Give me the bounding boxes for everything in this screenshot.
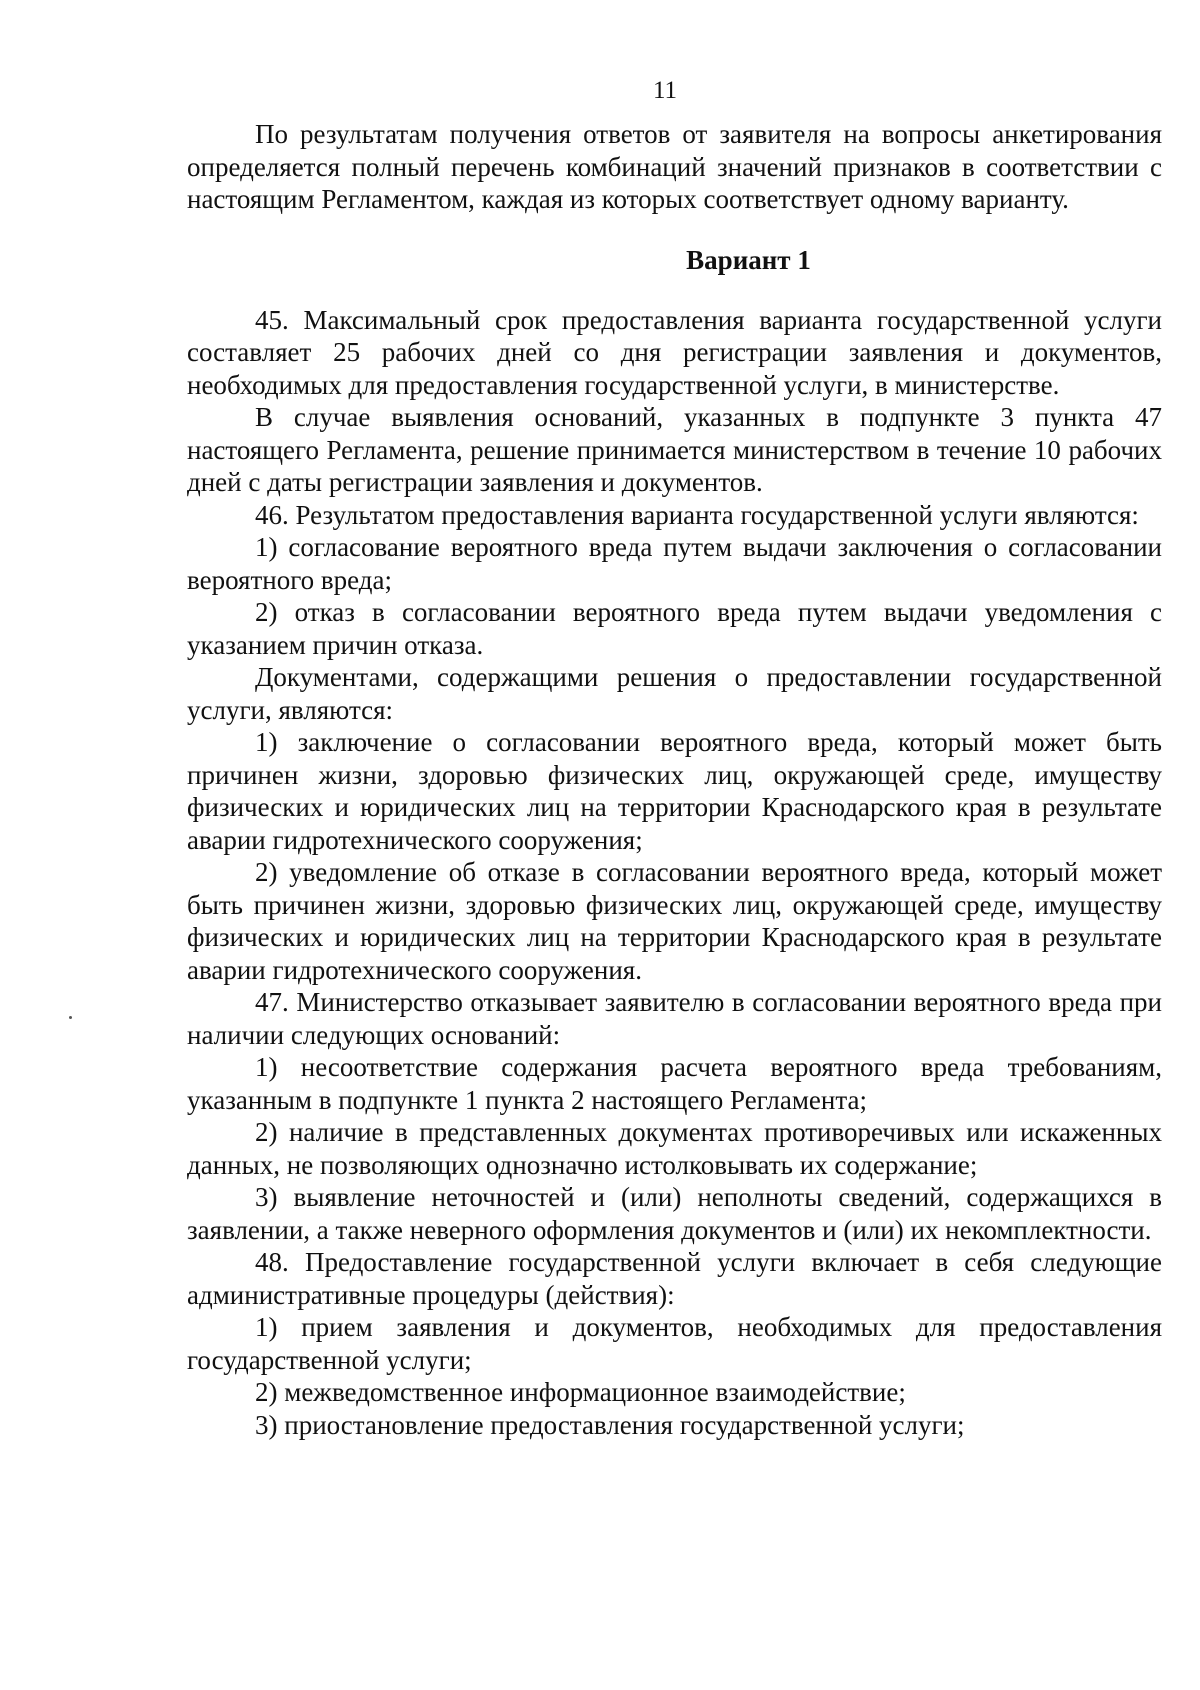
section-heading: Вариант 1 bbox=[686, 244, 811, 275]
list-item-46-1: 1) согласование вероятного вреда путем выдачи заключения о согласовании вероятного вреда; bbox=[187, 532, 1162, 595]
list-item-47-1: 1) несоответствие содержания расчета вероятного вреда требованиям, указанным в подпункте 1 пункта 2 настоящего Регламента; bbox=[187, 1052, 1162, 1115]
paragraph-45-exception: В случае выявления оснований, указанных в подпункте 3 пункта 47 настоящего Регламента, решение принимается министерством в течение 10 рабочих дней с даты регистрации заявления и документов. bbox=[187, 402, 1162, 497]
list-item-46-2: 2) отказ в согласовании вероятного вреда путем выдачи уведомления с указанием причин отказа. bbox=[187, 597, 1162, 660]
document-body bbox=[187, 118, 1162, 1441]
list-item-47-3: 3) выявление неточностей и (или) неполноты сведений, содержащихся в заявлении, а также неверного оформления документов и (или) их некомплектности. bbox=[187, 1182, 1162, 1245]
paragraph-documents: Документами, содержащими решения о предоставлении государственной услуги, являются: bbox=[187, 662, 1162, 725]
paragraph-45: 45. Максимальный срок предоставления варианта государственной услуги составляет 25 рабочих дней со дня регистрации заявления и документов, необходимых для предоставления государственной услуги, в министерстве. bbox=[187, 304, 1162, 400]
list-item-48-2: 2) межведомственное информационное взаимодействие; bbox=[255, 1377, 906, 1407]
list-item-47-2: 2) наличие в представленных документах противоречивых или искаженных данных, не позволяющих однозначно истолковывать их содержание; bbox=[187, 1117, 1162, 1180]
scan-artifact-dot bbox=[69, 1016, 72, 1019]
paragraph-46: 46. Результатом предоставления варианта государственной услуги являются: bbox=[255, 499, 1139, 530]
list-item-48-3: 3) приостановление предоставления государственной услуги; bbox=[255, 1409, 965, 1440]
list-item-documents-2: 2) уведомление об отказе в согласовании вероятного вреда, который может быть причинен жизни, здоровью физических лиц, окружающей среде, имуществу физических и юридических лиц на территории Краснодарского края в результате аварии гидротехнического сооружения. bbox=[187, 857, 1162, 985]
paragraph-48: 48. Предоставление государственной услуги включает в себя следующие административные процедуры (действия): bbox=[187, 1247, 1162, 1310]
list-item-documents-1: 1) заключение о согласовании вероятного вреда, который может быть причинен жизни, здоровью физических лиц, окружающей среде, имуществу физических и юридических лиц на территории Краснодарского края в результате аварии гидротехнического сооружения; bbox=[187, 727, 1162, 855]
page-number: 11 bbox=[652, 77, 678, 104]
paragraph-47: 47. Министерство отказывает заявителю в согласовании вероятного вреда при наличии следующих оснований: bbox=[187, 987, 1162, 1050]
list-item-48-1: 1) прием заявления и документов, необходимых для предоставления государственной услуги; bbox=[187, 1312, 1162, 1375]
paragraph-intro: По результатам получения ответов от заявителя на вопросы анкетирования определяется полный перечень комбинаций значений признаков в соответствии с настоящим Регламентом, каждая из которых соответствует одному варианту. bbox=[187, 119, 1162, 214]
